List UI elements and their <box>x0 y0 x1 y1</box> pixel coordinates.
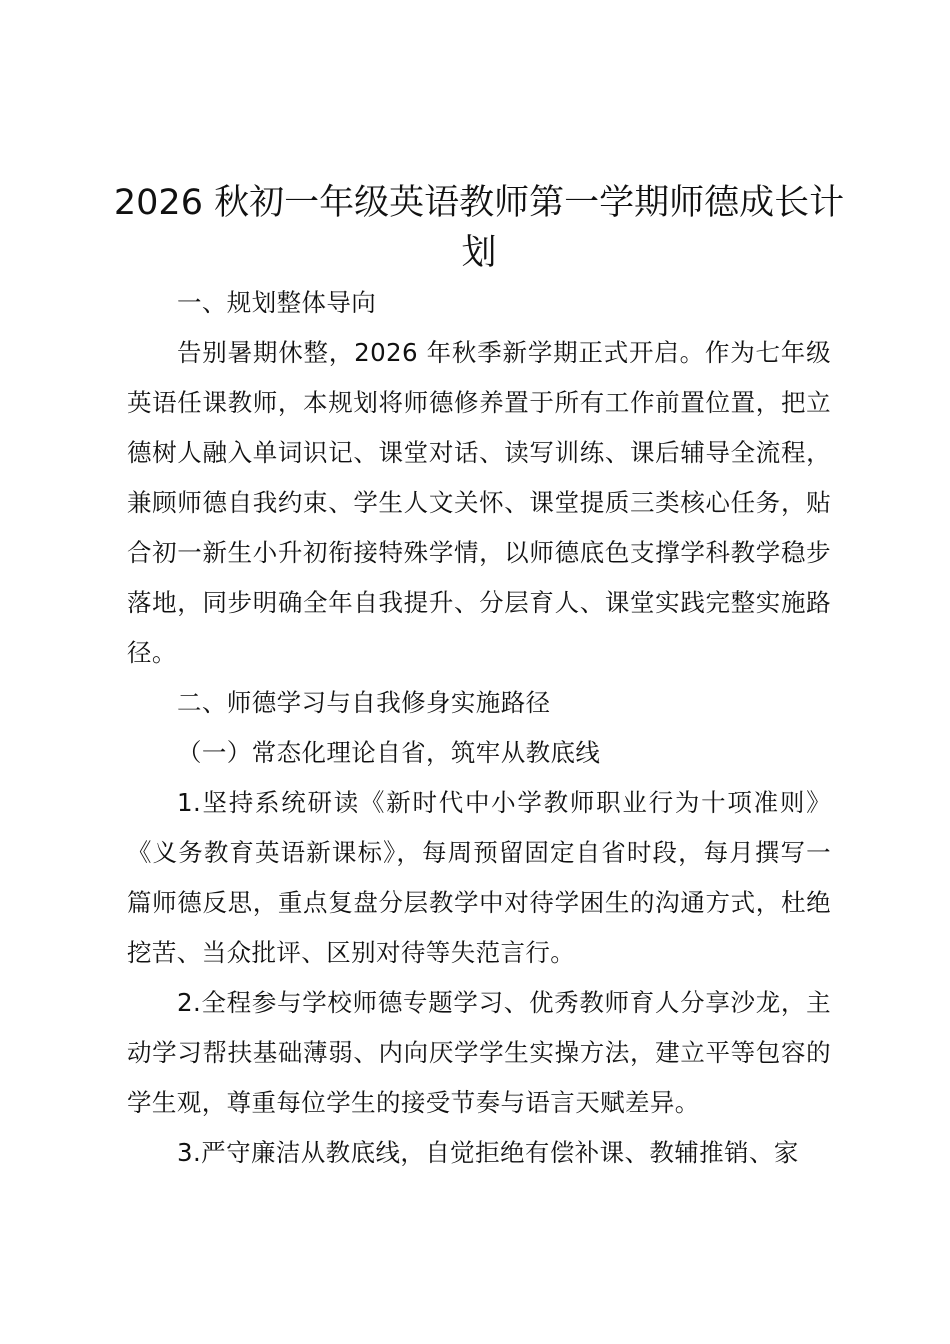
paragraph-item-1: 1.坚持系统研读《新时代中小学教师职业行为十项准则》《义务教育英语新课标》，每周预留固定自省时段，每月撰写一篇师德反思，重点复盘分层教学中对待学困生的沟通方式，杜绝挖苦、当众批评、区别对待等失范言行。 <box>127 788 831 967</box>
section-heading-2: 二、师德学习与自我修身实施路径 <box>177 688 551 717</box>
paragraph-item-2: 2.全程参与学校师德专题学习、优秀教师育人分享沙龙，主动学习帮扶基础薄弱、内向厌学学生实操方法，建立平等包容的学生观，尊重每位学生的接受节奏与语言天赋差异。 <box>127 988 831 1117</box>
paragraph-orientation: 告别暑期休整，2026 年秋季新学期正式开启。作为七年级英语任课教师，本规划将师德修养置于所有工作前置位置，把立德树人融入单词识记、课堂对话、读写训练、课后辅导全流程，兼顾师德自我约束、学生人文关怀、课堂提质三类核心任务，贴合初一新生小升初衔接特殊学情，以师德底色支撑学科教学稳步落地，同步明确全年自我提升、分层育人、课堂实践完整实施路径。 <box>127 338 831 667</box>
subsection-heading-1: （一）常态化理论自省，筑牢从教底线 <box>177 738 601 767</box>
section-heading-1: 一、规划整体导向 <box>177 288 377 317</box>
document-title: 2026 秋初一年级英语教师第一学期师德成长计划 <box>113 183 845 273</box>
document-page <box>113 178 845 1178</box>
paragraph-item-3: 3.严守廉洁从教底线，自觉拒绝有偿补课、教辅推销、家 <box>177 1138 799 1167</box>
